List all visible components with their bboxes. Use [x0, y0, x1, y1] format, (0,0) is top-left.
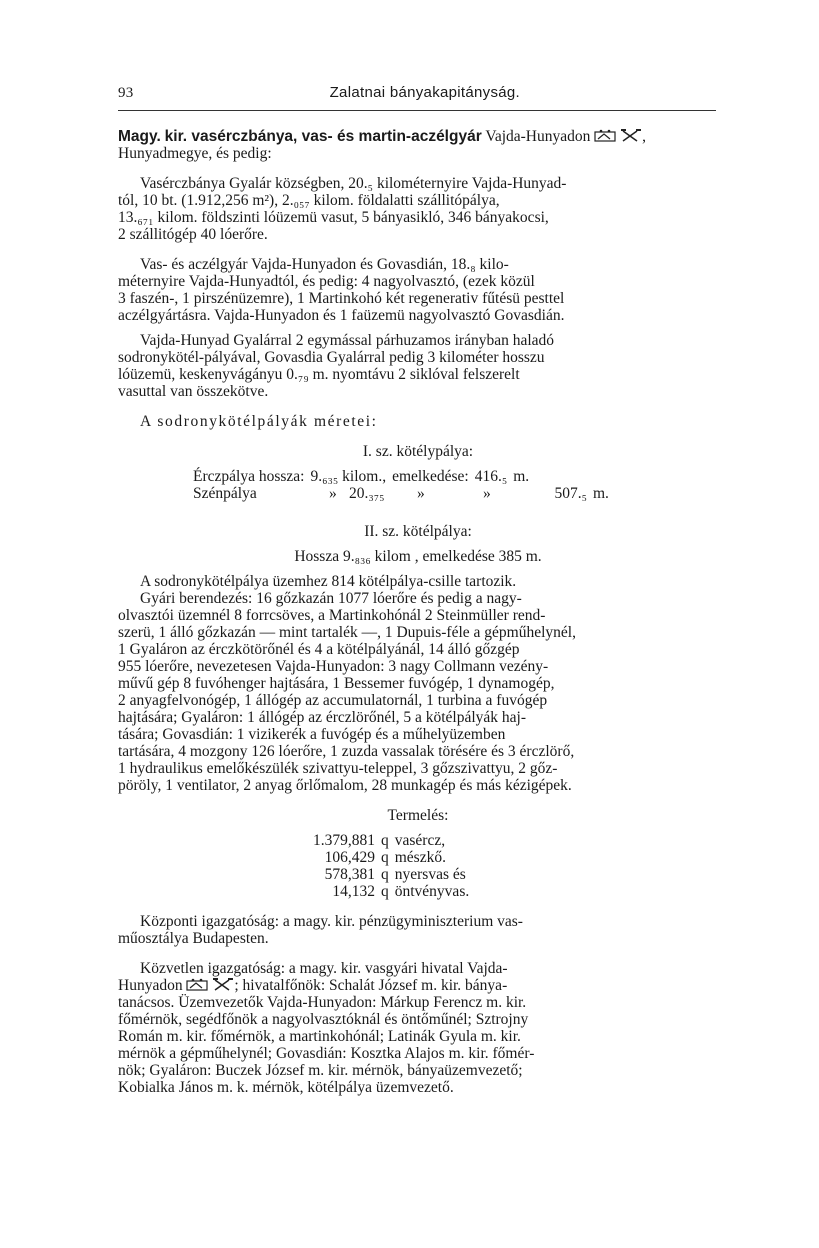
table-row: 106,429 q mészkő.: [324, 849, 446, 866]
document-body: [118, 128, 718, 1096]
mining-emblem-icon: [594, 129, 616, 142]
ropeway-dimensions-heading: A sodronykötélpályák méretei:: [140, 413, 378, 430]
paragraph-mine: Vasérczbánya Gyalár községben, 20.₅ kilométernyire Vajda-Hunyad- tól, 10 bt. (1.912,256 m²), 2.₀₅₇ kilom. földalatti szállitópálya, 13.₆₇₁ kilom. földszinti lóüzemü vasut, 5 bányasikló, 346 bányakocsi, 2 szállitógép 40 lóerőre.: [118, 175, 567, 243]
ropeway-cars: A sodronykötélpálya üzemhez 814 kötélpálya-csille tartozik.: [140, 573, 517, 590]
crossed-hammers-icon: [620, 129, 642, 142]
running-title: Zalatnai bányakapitányság.: [329, 84, 521, 101]
entry-label: Magy.: [118, 128, 161, 145]
header-rule: [118, 110, 716, 111]
entry-heading: Magy. kir. vasérczbánya, vas- és martin-aczélgyár Vajda-Hunyadon ,: [118, 128, 646, 145]
table-row: 578,381 q nyersvas és: [324, 866, 466, 883]
production-table: [310, 832, 472, 900]
paragraph-direct-directorate: Közvetlen igazgatóság: a magy. kir. vasgyári hivatal Vajda- Hunyadon ; hivatalfőnök: Schalát József m. kir. bánya- tanácsos. Üzemvezetők Vajda-Hunyadon: Márkup Ferencz m. kir. főmérnök, segédfőnök a nagyolvasztóknál és öntőműnél; Sztrojny Román m. kir. főmérnök, a martinkohónál; Latinák Gyula m. kir. mérnök a gépműhelynél; Govasdián: Kosztka Alajos m. kir. főmér- nök; Gyaláron: Buczek József m. kir. mérnök, bányaüzemvezető; Kobialka János m. k. mérnök, kötélpálya üzemvezető.: [118, 960, 535, 1096]
ropeway-1-table-row2: [190, 485, 612, 502]
ropeway-1-table: [190, 468, 532, 485]
crossed-hammers-icon: [212, 978, 234, 991]
entry-location: Vajda-Hunyadon: [485, 128, 591, 145]
entry-line2: Hunyadmegye, és pedig:: [118, 145, 272, 162]
table-row: Szénpálya » 20.₃₇₅ » » 507.₅ m.: [193, 485, 609, 502]
paragraph-steelworks: Vas- és aczélgyár Vajda-Hunyadon és Govasdián, 18.₈ kilo- méternyire Vajda-Hunyadtól, és pedig: 4 nagyolvasztó, (ezek közül 3 faszén-, 1 pirszénüzemre), 1 Martinkohó két regenerativ fűtésü pesttel aczélgyártásra. Vajda-Hunyadon és 1 faüzemü nagyolvasztó Govasdián.: [118, 256, 565, 324]
table-row: 1.379,881 q vasércz,: [313, 832, 446, 849]
table-row: Érczpálya hossza: 9.₆₃₅ kilom., emelkedése: 416.₅ m.: [193, 468, 530, 485]
entry-title: kir. vasérczbánya, vas- és martin-aczélgyár: [164, 128, 482, 145]
ropeway-2-heading: II. sz. kötélpálya:: [364, 523, 472, 540]
paragraph-factory-equipment: Gyári berendezés: 16 gőzkazán 1077 lóerőre és pedig a nagy- olvasztói üzemnél 8 forrcsöves, a Martinkohónál 2 Steinmüller rend- szerü, 1 álló gőzkazán — mint tartalék —, 1 Dupuis-féle a gépműhelynél, 1 Gyaláron az érczkötörőnél és 4 a kötélpályánál, 14 álló gőzgép 955 lóerőre, nevezetesen Vajda-Hunyadon: 3 nagy Collmann vezény- művű gép 8 fuvóhenger hajtására, 1 Bessemer fuvógép, 1 dynamogép, 2 anyagfelvonógép, 1 állógép az accumulatornál, 1 turbina a fuvógép hajtására; Gyaláron: 1 állógép az érczlörőnél, 5 a kötélpályák haj- tására; Govasdián: 1 vizikerék a fuvógép és a műhelyüzemben tartására, 4 mozgony 126 lóerőre, 1 zuzda vassalak törésére és 3 érczlörő, 1 hydraulikus emelőkészülék szivattyu-teleppel, 3 gőzszivattyu, 2 gőz- pöröly, 1 ventilator, 2 anyag őrlőmalom, 28 munkagép és más kézigépek.: [118, 590, 576, 794]
table-row: 14,132 q öntvényvas.: [332, 883, 470, 900]
paragraph-connection: Vajda-Hunyad Gyalárral 2 egymással párhuzamos irányban haladó sodronykötél-pályával, Govasdia Gyalárral pedig 3 kilométer hosszu lóüzemü, keskenyvágányu 0.₇₉ m. nyomtávu 2 siklóval felszerelt vasuttal van összekötve.: [118, 332, 555, 400]
production-heading: Termelés:: [387, 807, 449, 824]
ropeway-1-heading: I. sz. kötélypálya:: [362, 443, 474, 460]
page-number: 93: [118, 85, 134, 101]
ropeway-2-length: Hossza 9.₈₃₆ kilom , emelkedése 385 m.: [294, 548, 542, 565]
mining-emblem-icon: [186, 978, 208, 991]
page-header: [118, 84, 716, 102]
paragraph-central-directorate: Központi igazgatóság: a magy. kir. pénzügyminiszterium vas- műosztálya Budapesten.: [118, 913, 523, 947]
